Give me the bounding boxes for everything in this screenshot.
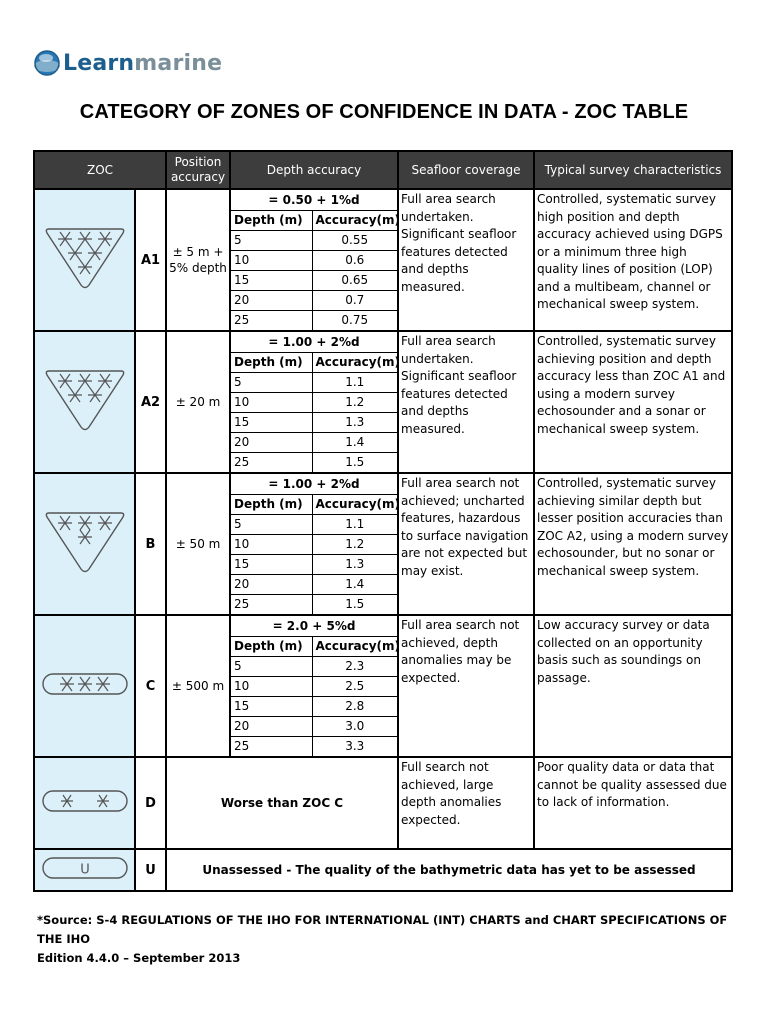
- seafloor-coverage: Full area search not achieved; uncharted features, hazardous to surface navigation are not expected but may exist.: [398, 473, 534, 615]
- zoc-symbol-cell: [34, 849, 135, 891]
- survey-characteristics: Controlled, systematic survey achieving similar depth but lesser position accuracies than ZOC A2, using a modern survey echosounder, but no sonar or mechanical sweep system.: [534, 473, 732, 615]
- depth-value: 10: [231, 250, 312, 270]
- depth-header: Depth (m): [231, 352, 312, 372]
- seafloor-coverage: Full area search not achieved, depth anomalies may be expected.: [398, 615, 534, 757]
- zoc-row-b: [34, 473, 732, 615]
- zoc-code: B: [135, 473, 166, 615]
- globe-icon: [33, 49, 61, 77]
- position-accuracy: ± 5 m + 5% depth: [166, 189, 230, 331]
- depth-value: 25: [231, 594, 312, 614]
- source-line-2: Edition 4.4.0 – September 2013: [37, 951, 241, 965]
- depth-value: 15: [231, 554, 312, 574]
- brand-marine: marine: [134, 50, 223, 76]
- depth-value: 25: [231, 736, 312, 756]
- depth-formula: = 0.50 + 1%d: [231, 190, 397, 210]
- zoc-code: A2: [135, 331, 166, 473]
- depth-header: Depth (m): [231, 494, 312, 514]
- depth-value: 15: [231, 412, 312, 432]
- header-zoc: ZOC: [34, 151, 166, 189]
- accuracy-value: 3.0: [312, 716, 397, 736]
- depth-table: [231, 474, 400, 614]
- survey-characteristics: Controlled, systematic survey achieving position and depth accuracy less than ZOC A1 and using a modern survey echosounder and a sonar or mechanical sweep system.: [534, 331, 732, 473]
- accuracy-value: 1.4: [312, 432, 397, 452]
- depth-value: 15: [231, 270, 312, 290]
- accuracy-header: Accuracy(m): [312, 210, 397, 230]
- zoc-code: C: [135, 615, 166, 757]
- depth-value: 5: [231, 230, 312, 250]
- zoc-table: [33, 150, 733, 892]
- zoc-symbol-cell: [34, 757, 135, 849]
- brand-learn: Learn: [63, 50, 135, 76]
- zoc-row-a2: [34, 331, 732, 473]
- header-survey: Typical survey characteristics: [534, 151, 732, 189]
- accuracy-header: Accuracy(m): [312, 494, 397, 514]
- accuracy-value: 1.1: [312, 372, 397, 392]
- depth-value: 25: [231, 452, 312, 472]
- depth-row: [231, 250, 397, 270]
- depth-formula: = 1.00 + 2%d: [231, 474, 397, 494]
- depth-row: [231, 656, 397, 676]
- accuracy-header: Accuracy(m): [312, 636, 397, 656]
- depth-accuracy-cell: [230, 189, 398, 331]
- depth-row: [231, 392, 397, 412]
- accuracy-value: 1.2: [312, 534, 397, 554]
- depth-row: [231, 554, 397, 574]
- seafloor-coverage: Full area search undertaken. Significant seafloor features detected and depths measured.: [398, 331, 534, 473]
- position-accuracy: ± 50 m: [166, 473, 230, 615]
- depth-row: [231, 594, 397, 614]
- zoc-code: D: [135, 757, 166, 849]
- accuracy-value: 2.5: [312, 676, 397, 696]
- survey-characteristics: Controlled, systematic survey high position and depth accuracy achieved using DGPS or a minimum three high quality lines of position (LOP) and a multibeam, channel or mechanical sweep system.: [534, 189, 732, 331]
- header-depth: Depth accuracy: [230, 151, 398, 189]
- header-seafloor: Seafloor coverage: [398, 151, 534, 189]
- depth-row: [231, 372, 397, 392]
- survey-characteristics: Poor quality data or data that cannot be quality assessed due to lack of information.: [534, 757, 732, 849]
- depth-row: [231, 230, 397, 250]
- triangle-5-stars-icon: [41, 369, 129, 431]
- depth-formula: = 1.00 + 2%d: [231, 332, 397, 352]
- survey-characteristics: Low accuracy survey or data collected on an opportunity basis such as soundings on passage.: [534, 615, 732, 757]
- page-title: CATEGORY OF ZONES OF CONFIDENCE IN DATA - ZOC TABLE: [79, 101, 689, 123]
- depth-row: [231, 676, 397, 696]
- zoc-code: U: [135, 849, 166, 891]
- depth-value: 25: [231, 310, 312, 330]
- depth-row: [231, 716, 397, 736]
- depth-accuracy-cell: [230, 615, 398, 757]
- accuracy-value: 1.2: [312, 392, 397, 412]
- depth-row: [231, 696, 397, 716]
- depth-accuracy-cell: [230, 473, 398, 615]
- depth-row: [231, 574, 397, 594]
- depth-table: [231, 616, 400, 756]
- accuracy-value: 0.6: [312, 250, 397, 270]
- depth-row: [231, 514, 397, 534]
- depth-row: [231, 412, 397, 432]
- zoc-symbol-cell: [34, 331, 135, 473]
- position-accuracy: ± 20 m: [166, 331, 230, 473]
- depth-value: 10: [231, 534, 312, 554]
- depth-value: 20: [231, 290, 312, 310]
- triangle-4-stars-icon: [41, 511, 129, 573]
- depth-row: [231, 310, 397, 330]
- accuracy-value: 1.3: [312, 412, 397, 432]
- zoc-row-u: [34, 849, 732, 891]
- depth-value: 5: [231, 372, 312, 392]
- accuracy-value: 2.3: [312, 656, 397, 676]
- accuracy-value: 3.3: [312, 736, 397, 756]
- accuracy-value: 0.55: [312, 230, 397, 250]
- depth-row: [231, 432, 397, 452]
- accuracy-value: 1.5: [312, 452, 397, 472]
- oval-u-icon: [41, 855, 129, 881]
- accuracy-value: 0.7: [312, 290, 397, 310]
- position-accuracy: ± 500 m: [166, 615, 230, 757]
- zoc-symbol-cell: [34, 473, 135, 615]
- oval-2-stars-icon: [41, 787, 129, 815]
- brand-logo: [33, 48, 222, 78]
- depth-value: 20: [231, 574, 312, 594]
- depth-table: [231, 332, 400, 472]
- zoc-u-note: Unassessed - The quality of the bathymetric data has yet to be assessed: [166, 849, 732, 891]
- zoc-row-d: [34, 757, 732, 849]
- zoc-row-c: [34, 615, 732, 757]
- header-row: [34, 151, 732, 189]
- zoc-code: A1: [135, 189, 166, 331]
- accuracy-value: 1.3: [312, 554, 397, 574]
- seafloor-coverage: Full search not achieved, large depth anomalies expected.: [398, 757, 534, 849]
- depth-row: [231, 270, 397, 290]
- zoc-row-a1: [34, 189, 732, 331]
- source-line-1: *Source: S-4 REGULATIONS OF THE IHO FOR INTERNATIONAL (INT) CHARTS and CHART SPECIFICATIONS OF THE IHO: [37, 913, 728, 946]
- depth-value: 20: [231, 716, 312, 736]
- zoc-d-note: Worse than ZOC C: [166, 757, 398, 849]
- depth-header: Depth (m): [231, 636, 312, 656]
- accuracy-header: Accuracy(m): [312, 352, 397, 372]
- depth-row: [231, 452, 397, 472]
- seafloor-coverage: Full area search undertaken. Significant seafloor features detected and depths measured.: [398, 189, 534, 331]
- depth-value: 20: [231, 432, 312, 452]
- depth-value: 5: [231, 514, 312, 534]
- accuracy-value: 1.4: [312, 574, 397, 594]
- zoc-symbol-cell: [34, 615, 135, 757]
- depth-formula: = 2.0 + 5%d: [231, 616, 397, 636]
- oval-3-stars-icon: [41, 670, 129, 698]
- zoc-symbol-cell: [34, 189, 135, 331]
- depth-table: [231, 190, 400, 330]
- depth-accuracy-cell: [230, 331, 398, 473]
- header-position: Position accuracy: [166, 151, 230, 189]
- brand-name: [63, 51, 222, 76]
- triangle-6-stars-icon: [41, 227, 129, 289]
- depth-value: 15: [231, 696, 312, 716]
- depth-value: 10: [231, 392, 312, 412]
- source-note: [37, 911, 737, 968]
- accuracy-value: 1.5: [312, 594, 397, 614]
- depth-row: [231, 534, 397, 554]
- accuracy-value: 2.8: [312, 696, 397, 716]
- accuracy-value: 0.65: [312, 270, 397, 290]
- accuracy-value: 1.1: [312, 514, 397, 534]
- depth-value: 10: [231, 676, 312, 696]
- accuracy-value: 0.75: [312, 310, 397, 330]
- depth-value: 5: [231, 656, 312, 676]
- depth-header: Depth (m): [231, 210, 312, 230]
- depth-row: [231, 736, 397, 756]
- u-symbol-letter: U: [79, 862, 90, 878]
- depth-row: [231, 290, 397, 310]
